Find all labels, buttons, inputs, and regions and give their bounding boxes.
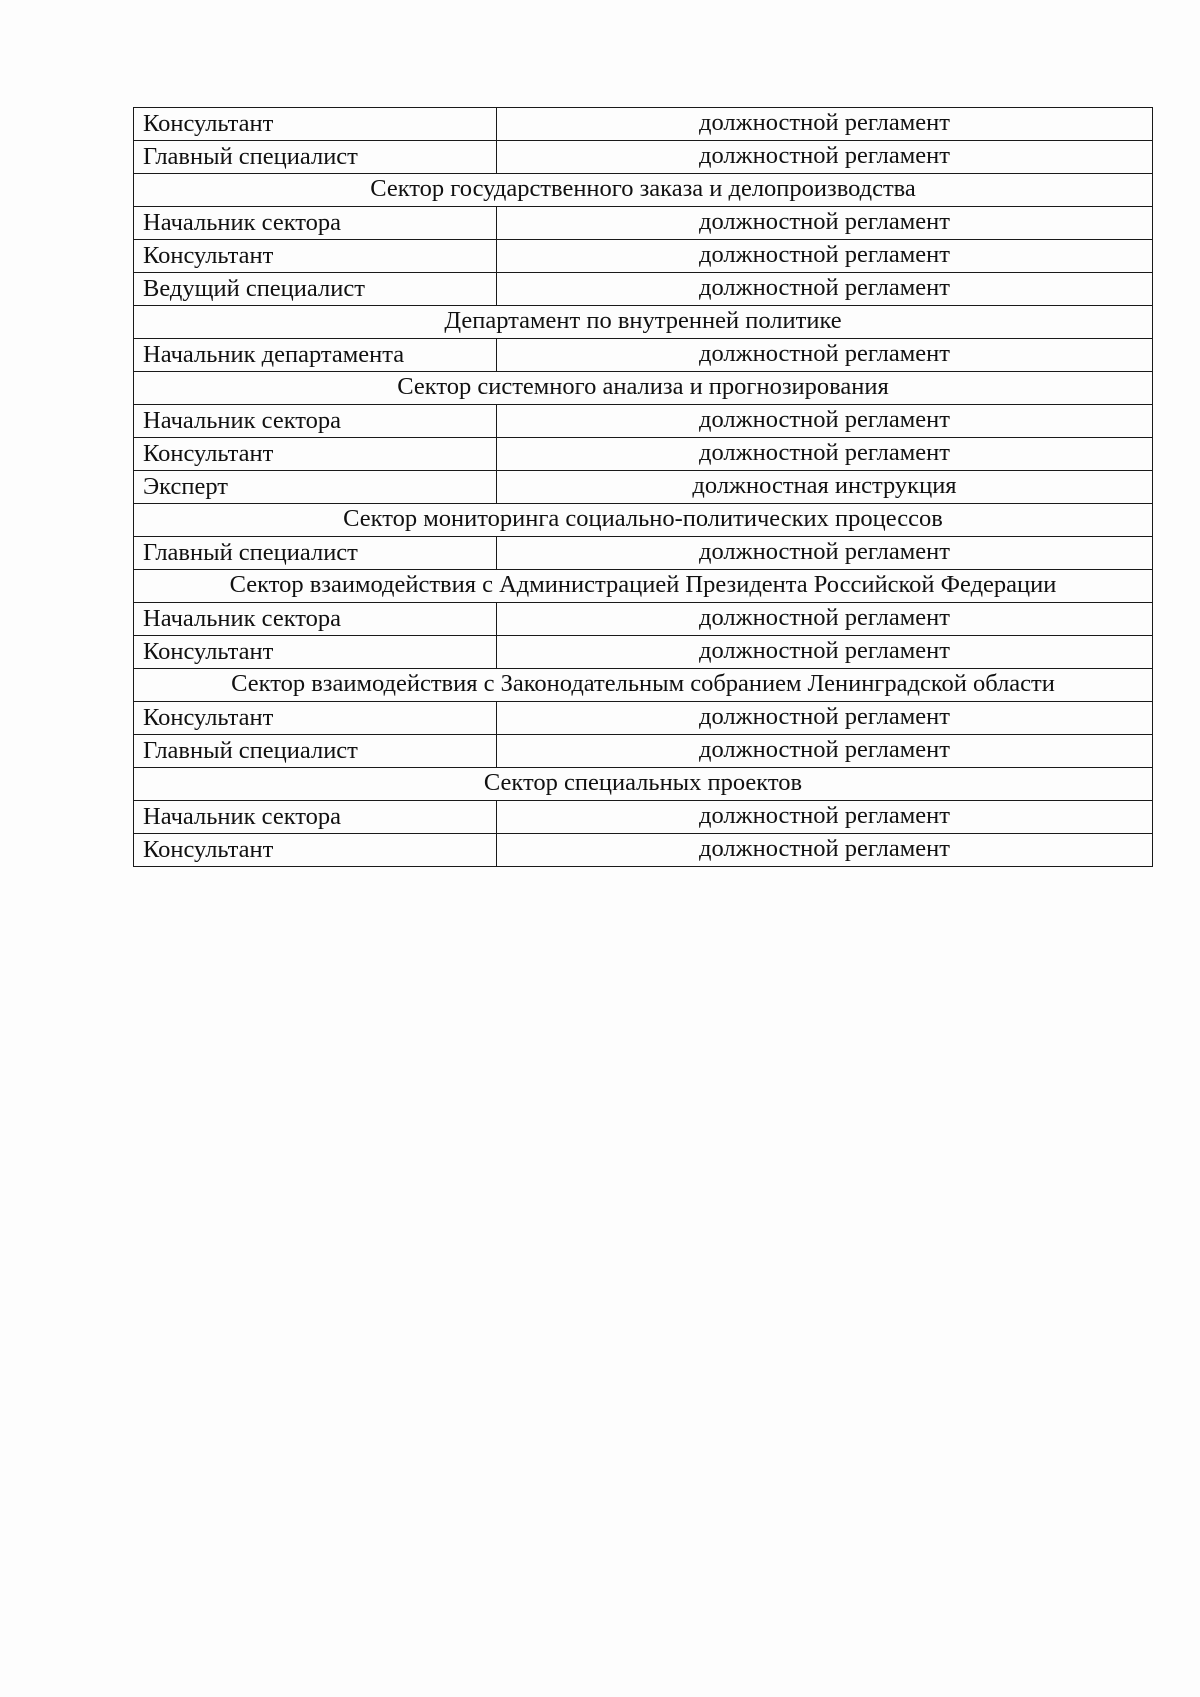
section-row <box>134 768 1153 801</box>
document-cell: должностной регламент <box>497 207 1153 240</box>
document-cell: должностной регламент <box>497 438 1153 471</box>
table-row <box>134 603 1153 636</box>
document-cell: должностной регламент <box>497 735 1153 768</box>
document-cell: должностной регламент <box>497 801 1153 834</box>
document-cell: должностной регламент <box>497 108 1153 141</box>
positions-table-body <box>134 108 1153 867</box>
section-row <box>134 174 1153 207</box>
position-cell: Консультант <box>134 636 497 669</box>
position-cell: Начальник сектора <box>134 603 497 636</box>
section-title: Сектор взаимодействия с Администрацией Президента Российской Федерации <box>134 570 1153 603</box>
table-row <box>134 801 1153 834</box>
section-title: Департамент по внутренней политике <box>134 306 1153 339</box>
section-title: Сектор мониторинга социально-политических процессов <box>134 504 1153 537</box>
position-cell: Начальник департамента <box>134 339 497 372</box>
section-row <box>134 372 1153 405</box>
table-row <box>134 339 1153 372</box>
document-cell: должностная инструкция <box>497 471 1153 504</box>
position-cell: Консультант <box>134 438 497 471</box>
table-row <box>134 702 1153 735</box>
table-row <box>134 207 1153 240</box>
position-cell: Консультант <box>134 240 497 273</box>
position-cell: Главный специалист <box>134 735 497 768</box>
document-cell: должностной регламент <box>497 240 1153 273</box>
section-title: Сектор специальных проектов <box>134 768 1153 801</box>
document-cell: должностной регламент <box>497 405 1153 438</box>
position-cell: Начальник сектора <box>134 801 497 834</box>
table-row <box>134 108 1153 141</box>
table-row <box>134 273 1153 306</box>
section-row <box>134 669 1153 702</box>
position-cell: Начальник сектора <box>134 405 497 438</box>
position-cell: Консультант <box>134 834 497 867</box>
position-cell: Ведущий специалист <box>134 273 497 306</box>
section-row <box>134 570 1153 603</box>
document-cell: должностной регламент <box>497 636 1153 669</box>
position-cell: Главный специалист <box>134 141 497 174</box>
table-row <box>134 240 1153 273</box>
section-row <box>134 306 1153 339</box>
section-title: Сектор взаимодействия с Законодательным собранием Ленинградской области <box>134 669 1153 702</box>
position-cell: Эксперт <box>134 471 497 504</box>
document-cell: должностной регламент <box>497 339 1153 372</box>
document-cell: должностной регламент <box>497 603 1153 636</box>
table-row <box>134 438 1153 471</box>
position-cell: Начальник сектора <box>134 207 497 240</box>
document-cell: должностной регламент <box>497 273 1153 306</box>
document-cell: должностной регламент <box>497 141 1153 174</box>
table-row <box>134 834 1153 867</box>
section-title: Сектор системного анализа и прогнозирования <box>134 372 1153 405</box>
position-cell: Консультант <box>134 108 497 141</box>
section-title: Сектор государственного заказа и делопроизводства <box>134 174 1153 207</box>
table-row <box>134 537 1153 570</box>
document-cell: должностной регламент <box>497 834 1153 867</box>
document-cell: должностной регламент <box>497 537 1153 570</box>
position-cell: Консультант <box>134 702 497 735</box>
table-row <box>134 735 1153 768</box>
positions-table <box>133 107 1153 867</box>
position-cell: Главный специалист <box>134 537 497 570</box>
section-row <box>134 504 1153 537</box>
document-cell: должностной регламент <box>497 702 1153 735</box>
table-row <box>134 636 1153 669</box>
table-row <box>134 471 1153 504</box>
table-row <box>134 405 1153 438</box>
table-row <box>134 141 1153 174</box>
